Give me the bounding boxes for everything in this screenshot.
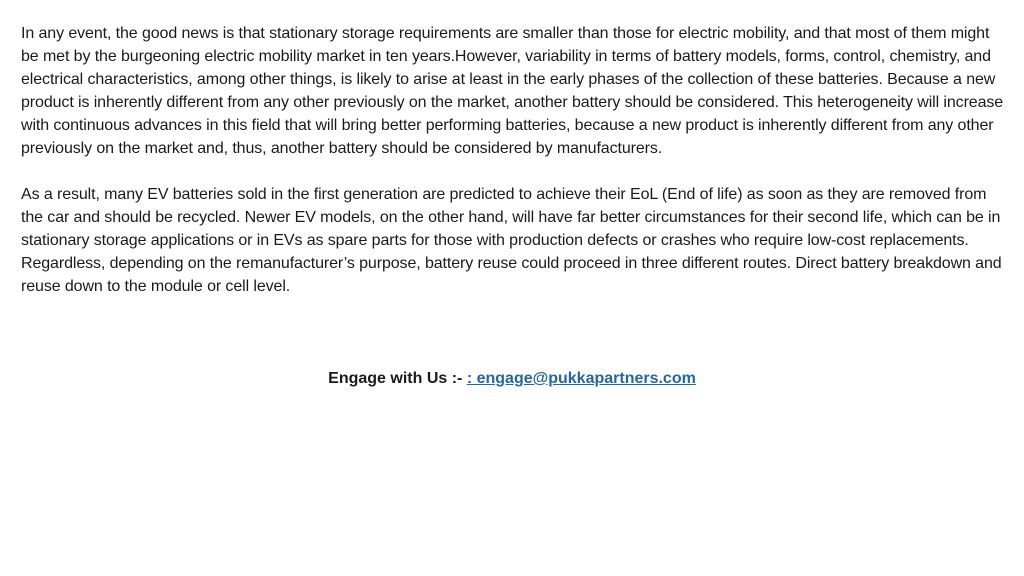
engage-email-link[interactable]: : engage@pukkapartners.com (466, 370, 696, 387)
paragraph-1: In any event, the good news is that stationary storage requirements are smaller than those for electric mobility, and that most of them might be met by the burgeoning electric mobility market in ten years.However, variability in terms of battery models, forms, control, chemistry, and electrical characteristics, among other things, is likely to arise at least in the early phases of the collection of these batteries. Because a new product is inherently different from any other previously on the market, another battery should be considered. This heterogeneity will increase with continuous advances in this field that will bring better performing batteries, because a new product is inherently different from any other previously on the market and, thus, another battery should be considered by manufacturers. (21, 25, 1004, 157)
engage-label: Engage with Us :- (328, 370, 467, 387)
document-body (21, 22, 1006, 298)
engage-line (0, 368, 1024, 390)
paragraph-2: As a result, many EV batteries sold in the first generation are predicted to achieve their EoL (End of life) as soon as they are removed from the car and should be recycled. Newer EV models, on the other hand, will have far better circumstances for their second life, which can be in stationary storage applications or in EVs as spare parts for those with production defects or crashes who require low-cost replacements. Regardless, depending on the remanufacturer’s purpose, battery reuse could proceed in three different routes. Direct battery breakdown and reuse down to the module or cell level. (21, 186, 1002, 295)
